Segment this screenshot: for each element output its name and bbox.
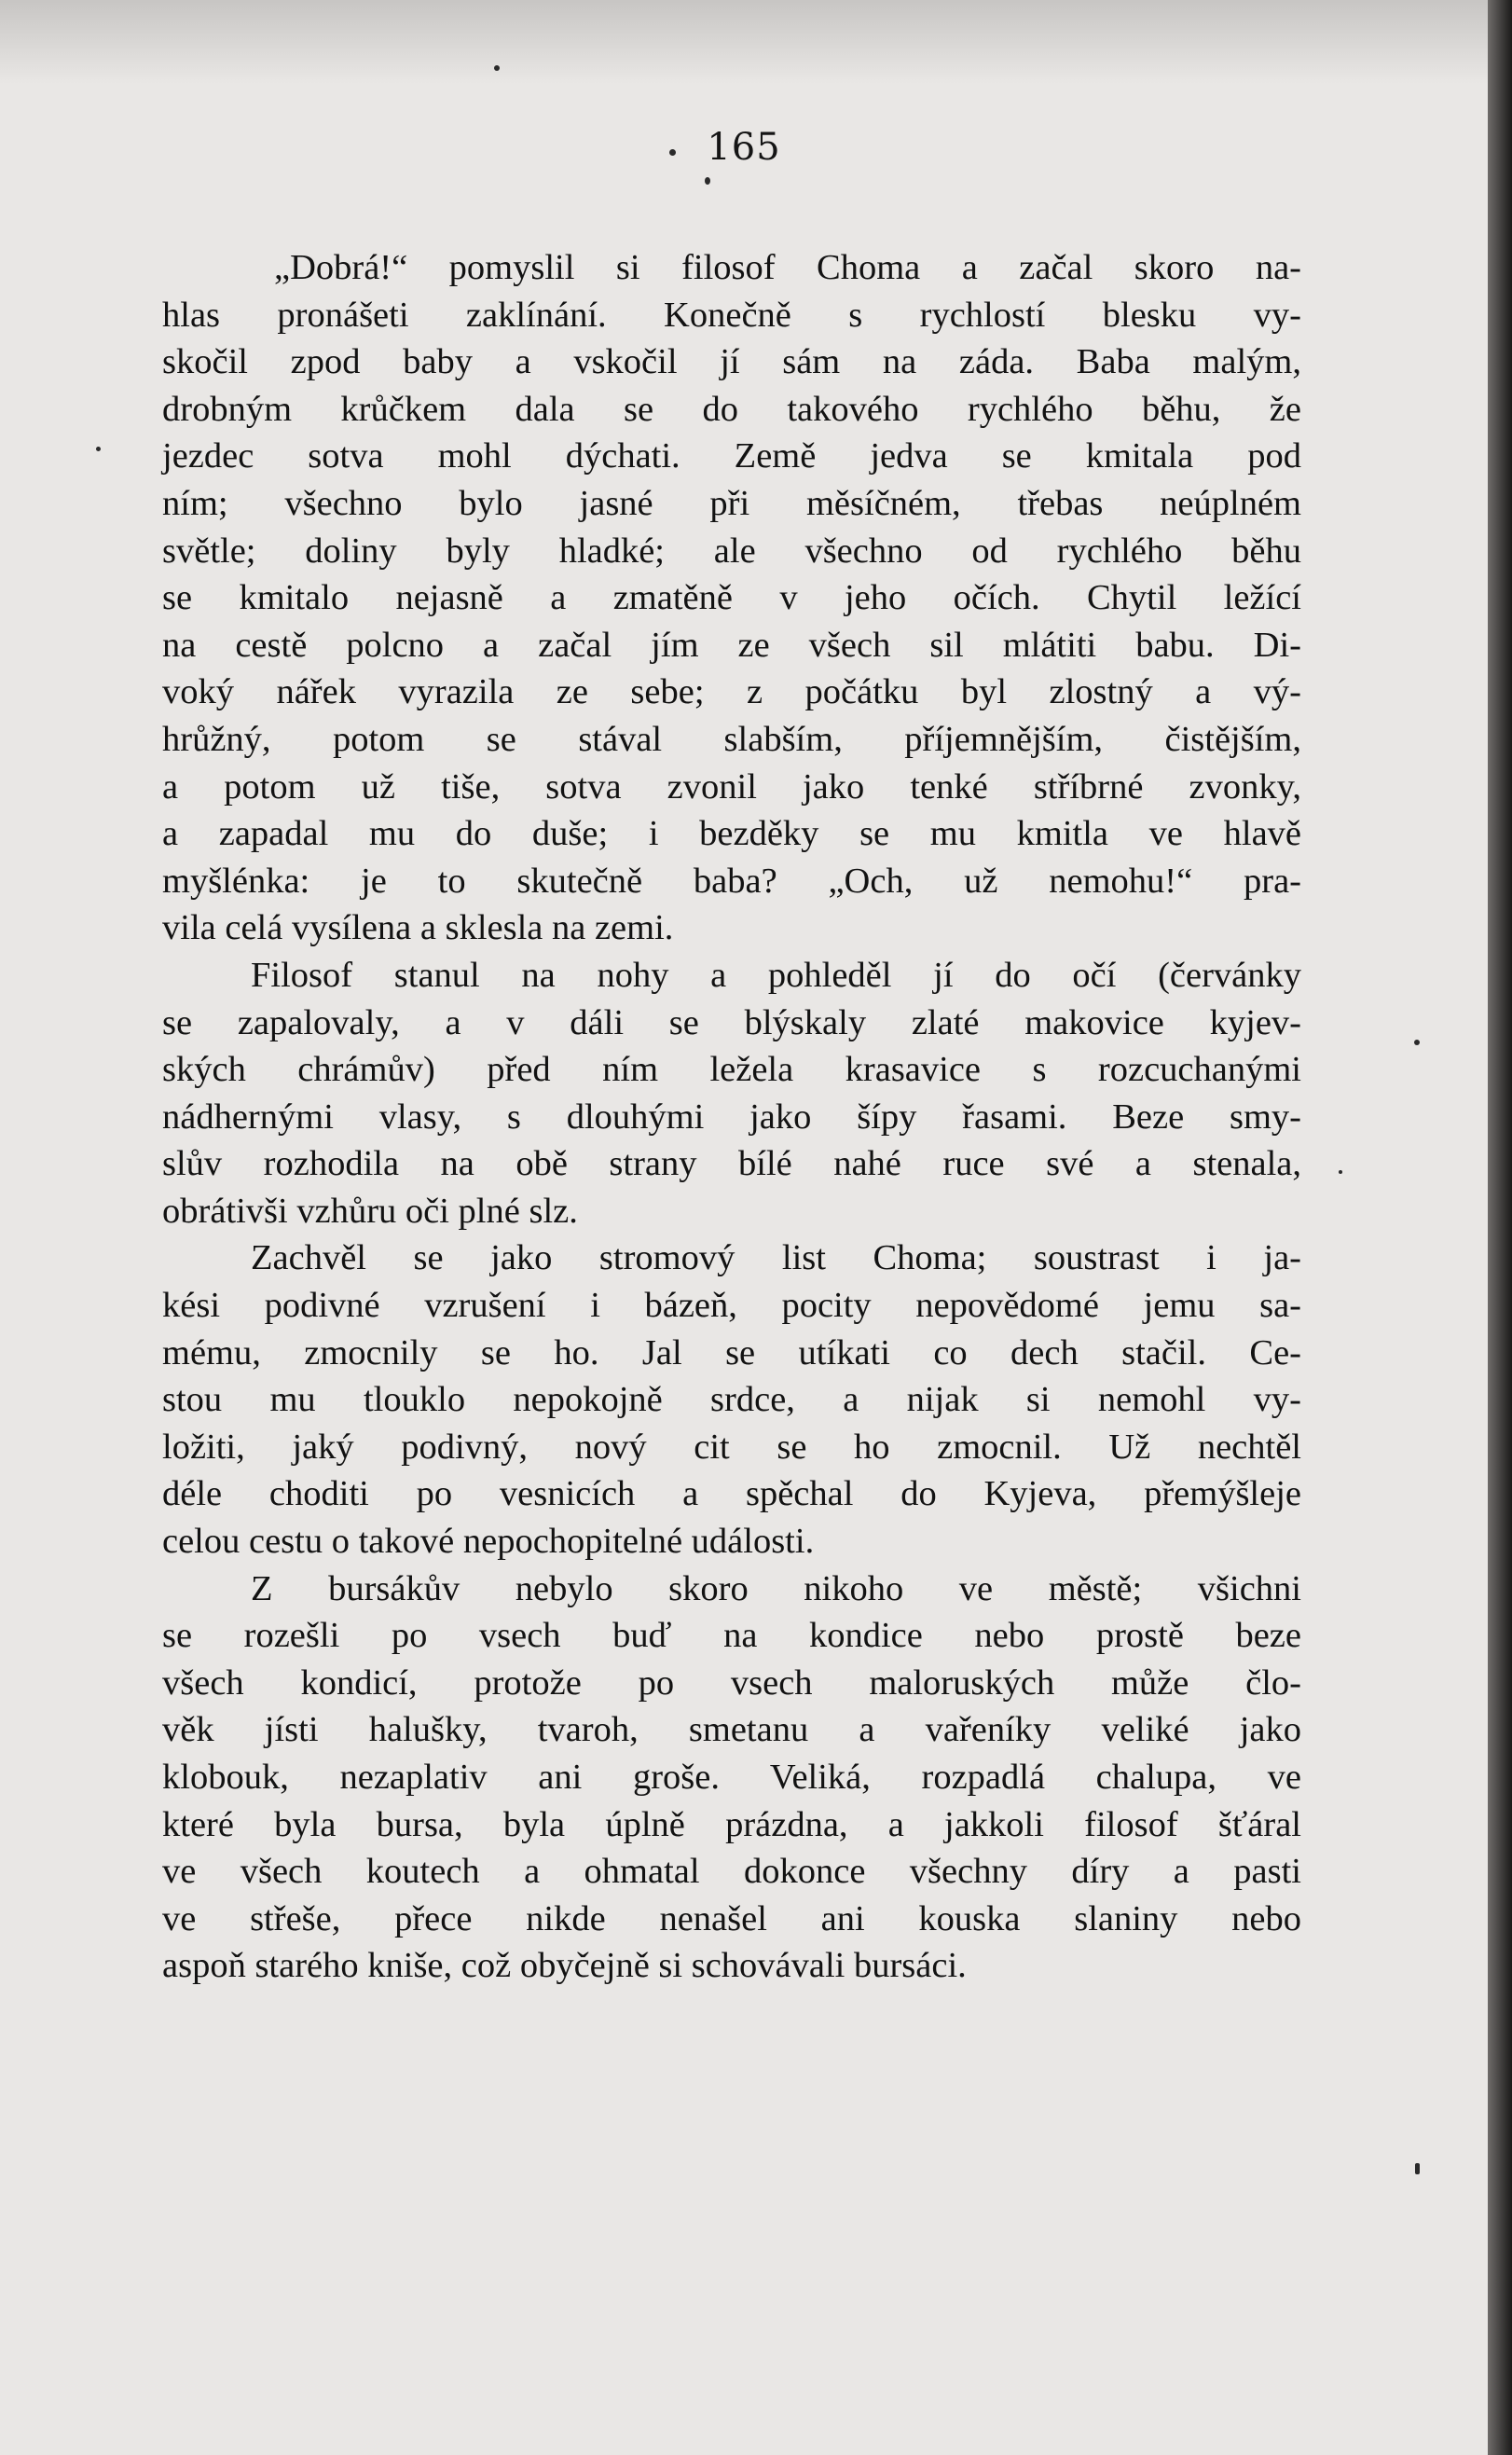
- text-line: hrůžný, potom se stával slabším, příjemnějším, čistějším,: [162, 719, 1301, 759]
- text-line: světle; doliny byly hladké; ale všechno od rychlého běhu: [162, 531, 1301, 571]
- text-line: hlas pronášeti zaklínání. Konečně s rychlostí blesku vy-: [162, 295, 1301, 335]
- text-line: se kmitalo nejasně a zmatěně v jeho očích. Chytil ležící: [162, 578, 1301, 618]
- text-line: se zapalovaly, a v dáli se blýskaly zlaté makovice kyjev-: [162, 1002, 1301, 1042]
- text-line: ním; všechno bylo jasné při měsíčném, třebas neúplném: [162, 483, 1301, 523]
- text-line: věk jísti halušky, tvaroh, smetanu a vařeníky veliké jako: [162, 1710, 1301, 1750]
- text-line: Zachvěl se jako stromový list Choma; soustrast i ja-: [251, 1238, 1301, 1278]
- text-line: stou mu tlouklo nepokojně srdce, a nijak si nemohl vy-: [162, 1380, 1301, 1420]
- text-line: ve všech koutech a ohmatal dokonce všechny díry a pasti: [162, 1852, 1301, 1892]
- text-line: déle choditi po vesnicích a spěchal do Kyjeva, přemýšleje: [162, 1474, 1301, 1514]
- text-line: ložiti, jaký podivný, nový cit se ho zmocnil. Už nechtěl: [162, 1427, 1301, 1467]
- scan-speck: [494, 65, 500, 71]
- text-line: se rozešli po vsech buď na kondice nebo prostě beze: [162, 1616, 1301, 1656]
- text-line: klobouk, nezaplativ ani groše. Veliká, rozpadlá chalupa, ve: [162, 1758, 1301, 1797]
- scan-speck: [705, 177, 710, 185]
- text-line: Filosof stanul na nohy a pohleděl jí do očí (červánky: [251, 955, 1301, 995]
- text-line: slův rozhodila na obě strany bílé nahé ruce své a stenala,: [162, 1144, 1301, 1184]
- text-line: mému, zmocnily se ho. Jal se utíkati co dech stačil. Ce-: [162, 1332, 1301, 1372]
- text-line: skočil zpod baby a vskočil jí sám na záda. Baba malým,: [162, 342, 1301, 382]
- text-line: a potom už tiše, sotva zvonil jako tenké stříbrné zvonky,: [162, 766, 1301, 807]
- book-edge-shadow: [1488, 0, 1512, 2455]
- text-line: ve střeše, přece nikde nenašel ani kouska slaniny nebo: [162, 1898, 1301, 1938]
- text-line: voký nářek vyrazila ze sebe; z počátku byl zlostný a vý-: [162, 672, 1301, 712]
- body-text: [162, 244, 1301, 1990]
- scan-shading: [0, 0, 1488, 84]
- scan-speck: [1415, 2163, 1420, 2174]
- scan-speck: [96, 447, 101, 451]
- text-line: myšlénka: je to skutečně baba? „Och, už nemohu!“ pra-: [162, 861, 1301, 901]
- text-line: a zapadal mu do duše; i bezděky se mu kmitla ve hlavě: [162, 814, 1301, 854]
- text-line: celou cestu o takové nepochopitelné události.: [162, 1522, 815, 1562]
- text-line: nádhernými vlasy, s dlouhými jako šípy řasami. Beze smy-: [162, 1096, 1301, 1137]
- text-line: aspoň starého kniše, což obyčejně si schovávali bursáci.: [162, 1946, 967, 1986]
- text-line: „Dobrá!“ pomyslil si filosof Choma a začal skoro na-: [274, 248, 1301, 287]
- scan-speck: [1414, 1040, 1420, 1045]
- text-line: vila celá vysílena a sklesla na zemi.: [162, 908, 674, 948]
- text-line: drobným krůčkem dala se do takového rychlého běhu, že: [162, 389, 1301, 429]
- text-line: Z bursákův nebylo skoro nikoho ve městě; všichni: [251, 1568, 1301, 1608]
- text-line: obrátivši vzhůru oči plné slz.: [162, 1191, 578, 1231]
- text-line: ských chrámův) před ním ležela krasavice s rozcuchanými: [162, 1050, 1301, 1090]
- page-number: 165: [707, 126, 781, 169]
- text-line: všech kondicí, protože po vsech maloruských může člo-: [162, 1662, 1301, 1703]
- text-line: které byla bursa, byla úplně prázdna, a jakkoli filosof šťáral: [162, 1804, 1301, 1844]
- scan-speck: [1339, 1170, 1342, 1174]
- text-line: kési podivné vzrušení i bázeň, pocity nepovědomé jemu sa-: [162, 1286, 1301, 1326]
- text-line: na cestě polcno a začal jím ze všech sil mlátiti babu. Di-: [162, 625, 1301, 665]
- text-line: jezdec sotva mohl dýchati. Země jedva se kmitala pod: [162, 436, 1301, 476]
